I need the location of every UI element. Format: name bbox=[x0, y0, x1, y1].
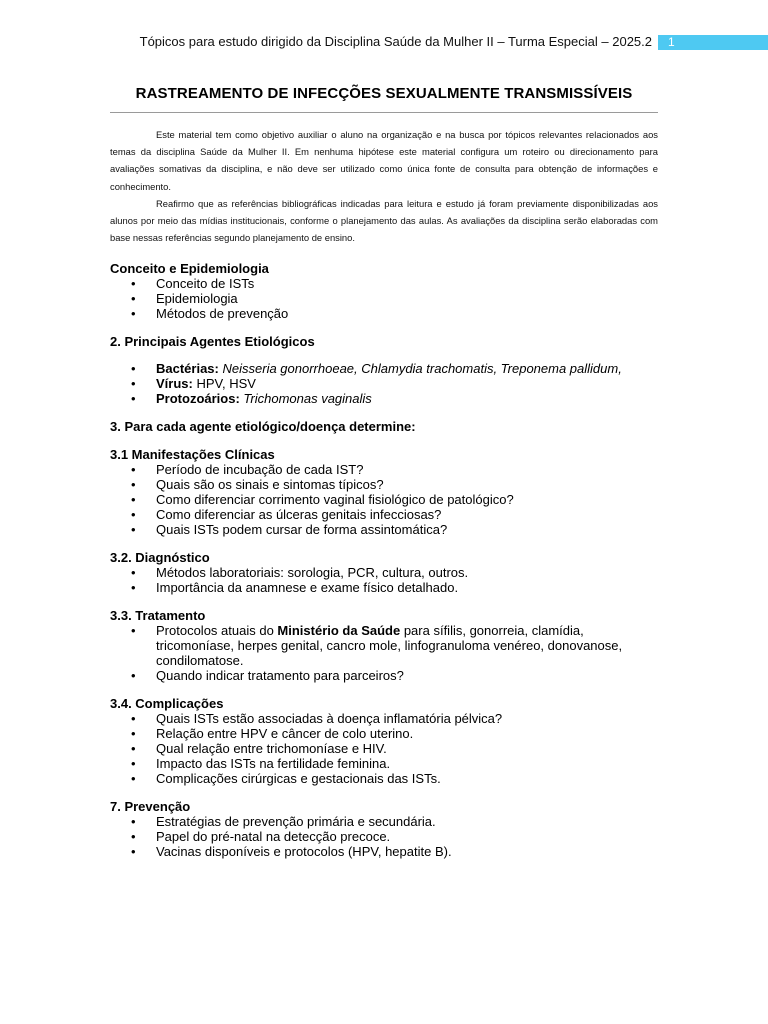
list-item-protocols bbox=[110, 623, 658, 668]
page-number-badge: 1 bbox=[658, 35, 768, 50]
list-item: • Quais são os sinais e sintomas típicos? bbox=[110, 477, 658, 492]
list-item: • Período de incubação de cada IST? bbox=[110, 462, 658, 477]
list-item: • Quais ISTs estão associadas à doença inflamatória pélvica? bbox=[110, 711, 658, 726]
treatment-list bbox=[110, 623, 658, 683]
list-item: • Importância da anamnese e exame físico detalhado. bbox=[110, 580, 658, 595]
protozoa-label: Protozoários: bbox=[156, 391, 240, 406]
title-divider bbox=[110, 112, 658, 113]
section-heading-determine: 3. Para cada agente etiológico/doença determine: bbox=[110, 419, 416, 434]
list-item: • Conceito de ISTs bbox=[110, 276, 658, 291]
list-item: • Quais ISTs podem cursar de forma assintomática? bbox=[110, 522, 658, 537]
intro-section bbox=[110, 126, 658, 246]
list-item: • Métodos de prevenção bbox=[110, 306, 658, 321]
bacteria-label: Bactérias: bbox=[156, 361, 219, 376]
topics-content bbox=[110, 261, 658, 859]
prevention-list bbox=[110, 814, 658, 859]
list-item: • Complicações cirúrgicas e gestacionais das ISTs. bbox=[110, 771, 658, 786]
section-heading-diagnosis: 3.2. Diagnóstico bbox=[110, 550, 210, 565]
clinical-list bbox=[110, 462, 658, 537]
intro-paragraph-1: Este material tem como objetivo auxiliar o aluno na organização e na busca por tópicos relevantes relacionados aos temas da disciplina Saúde da Mulher II. Em nenhuma hipótese este material configura um roteiro ou direcionamento para avaliações somativas da disciplina, e não deve ser utilizado como única fonte de consulta para obtenção de informações e conhecimento. bbox=[110, 129, 658, 192]
protocols-text-post: para sífilis, gonorreia, clamídia, tricomoníase, herpes genital, cancro mole, linfogranuloma venéreo, donovanose, condilomatose. bbox=[156, 623, 623, 668]
list-item: • Papel do pré-natal na detecção precoce. bbox=[110, 829, 658, 844]
section-heading-prevention: 7. Prevenção bbox=[110, 799, 191, 814]
section-heading-clinical: 3.1 Manifestações Clínicas bbox=[110, 447, 275, 462]
complications-list bbox=[110, 711, 658, 786]
protozoa-value: Trichomonas vaginalis bbox=[243, 391, 372, 406]
bacteria-value: Neisseria gonorrhoeae, Chlamydia trachomatis, Treponema pallidum, bbox=[222, 361, 622, 376]
section-heading-concept: Conceito e Epidemiologia bbox=[110, 261, 269, 276]
list-item: • Estratégias de prevenção primária e secundária. bbox=[110, 814, 658, 829]
list-item: • Qual relação entre trichomoníase e HIV. bbox=[110, 741, 658, 756]
list-item: • Vacinas disponíveis e protocolos (HPV, hepatite B). bbox=[110, 844, 658, 859]
list-item-bacteria bbox=[110, 361, 658, 376]
list-item: • Como diferenciar corrimento vaginal fisiológico de patológico? bbox=[110, 492, 658, 507]
list-item: • Epidemiologia bbox=[110, 291, 658, 306]
section-heading-treatment: 3.3. Tratamento bbox=[110, 608, 206, 623]
section-heading-agents: 2. Principais Agentes Etiológicos bbox=[110, 334, 315, 349]
section-heading-complications: 3.4. Complicações bbox=[110, 696, 224, 711]
document-title: RASTREAMENTO DE INFECÇÕES SEXUALMENTE TRANSMISSÍVEIS bbox=[135, 85, 633, 102]
page-header: Tópicos para estudo dirigido da Disciplina Saúde da Mulher II – Turma Especial – 2025.2 bbox=[139, 34, 652, 49]
diagnosis-list bbox=[110, 565, 658, 595]
list-item-virus bbox=[110, 376, 658, 391]
list-item: • Como diferenciar as úlceras genitais infecciosas? bbox=[110, 507, 658, 522]
virus-label: Vírus: bbox=[156, 376, 193, 391]
list-item: • Quando indicar tratamento para parceiros? bbox=[110, 668, 658, 683]
virus-value: HPV, HSV bbox=[196, 376, 256, 391]
ministry-name: Ministério da Saúde bbox=[277, 623, 401, 638]
list-item-protozoa bbox=[110, 391, 658, 406]
list-item: • Métodos laboratoriais: sorologia, PCR, cultura, outros. bbox=[110, 565, 658, 580]
list-item: • Relação entre HPV e câncer de colo uterino. bbox=[110, 726, 658, 741]
protocols-text-pre: Protocolos atuais do bbox=[156, 623, 278, 638]
intro-paragraph-2: Reafirmo que as referências bibliográficas indicadas para leitura e estudo já foram previamente disponibilizadas aos alunos por meio das mídias institucionais, conforme o planejamento das aulas. As avaliações da disciplina serão elaboradas com base nessas referências segundo planejamento de ensino. bbox=[110, 197, 658, 244]
list-item: • Impacto das ISTs na fertilidade feminina. bbox=[110, 756, 658, 771]
concept-list bbox=[110, 276, 658, 321]
agents-list bbox=[110, 361, 658, 406]
